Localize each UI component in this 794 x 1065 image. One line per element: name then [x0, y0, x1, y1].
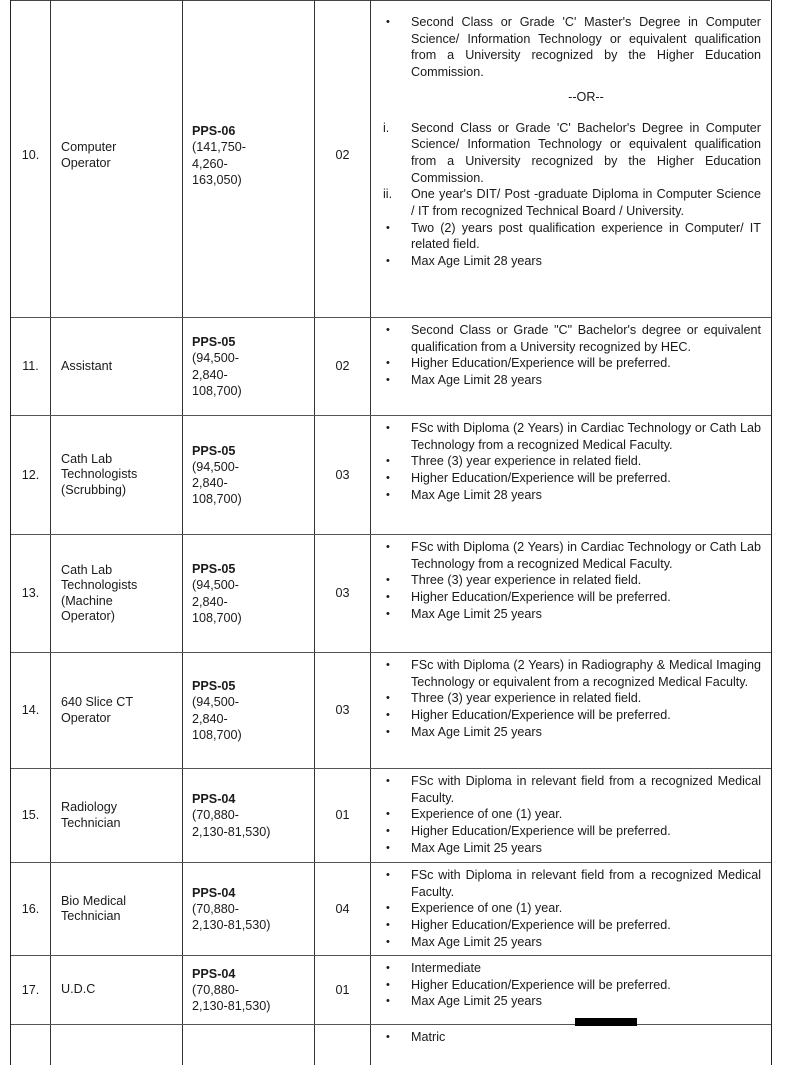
qualification-text: Three (3) year experience in related field. [411, 573, 642, 588]
qualification-item [371, 220, 761, 253]
bullet-icon: • [386, 357, 390, 370]
pay-scale [183, 769, 315, 862]
pay-range-line: (70,880- [192, 982, 239, 997]
bullet-icon: • [386, 591, 390, 604]
qualification-item [371, 453, 761, 470]
post-name [51, 535, 183, 652]
or-separator: --OR-- [568, 89, 604, 104]
qualification-text: Max Age Limit 25 years [411, 994, 542, 1009]
post-name [51, 863, 183, 955]
bullet-icon: • [386, 935, 390, 948]
bullet-icon: • [386, 422, 390, 434]
pay-scale-grade: PPS-04 [192, 885, 236, 900]
pay-range-line: 163,050) [192, 172, 242, 187]
pay-range-line: 108,700) [192, 610, 242, 625]
pay-range-line: 2,840- [192, 711, 228, 726]
qualification-text: Max Age Limit 28 years [411, 373, 542, 388]
table-row [11, 318, 771, 416]
roman-numeral-marker: ii. [383, 187, 393, 202]
post-name-line: Technologists [61, 467, 138, 482]
bullet-icon: • [386, 659, 390, 671]
serial-number: 17. [11, 956, 51, 1024]
serial-number: 13. [11, 535, 51, 652]
qualification-item [371, 840, 761, 857]
post-name-line: Technologists [61, 578, 138, 592]
qualification-text: Intermediate [411, 961, 482, 975]
pay-scale [183, 863, 315, 955]
bullet-icon: • [386, 775, 390, 787]
serial-number: 14. [11, 653, 51, 768]
pay-range-line: 108,700) [192, 492, 242, 507]
bullet-icon: • [386, 902, 390, 915]
qualification-text: Higher Education/Experience will be preferred. [411, 824, 671, 839]
qualification-item [371, 14, 761, 81]
pay-scale-grade: PPS-05 [192, 562, 236, 577]
qualification-item [371, 900, 761, 917]
qualification-list [371, 956, 771, 1024]
bullet-icon: • [386, 16, 390, 28]
bullet-icon: • [386, 825, 390, 838]
qualification-text: Max Age Limit 28 years [411, 487, 542, 502]
seat-count [315, 1025, 371, 1065]
qualification-item [371, 993, 761, 1010]
table-row [11, 0, 771, 318]
qualification-text: Higher Education/Experience will be preferred. [411, 356, 671, 371]
pay-range-line: (141,750- [192, 140, 246, 155]
qualification-text: FSc with Diploma (2 Years) in Cardiac Technology or Cath Lab Technology from a recognized Medical Faculty. [411, 421, 761, 452]
qualification-text: Matric [411, 1030, 446, 1044]
table-row [11, 653, 771, 769]
qualification-item [371, 606, 761, 623]
qualification-text: Experience of one (1) year. [411, 901, 563, 916]
qualification-item [371, 917, 761, 934]
bullet-icon: • [386, 472, 390, 485]
qualification-text: FSc with Diploma (2 Years) in Radiography & Medical Imaging Technology or equivalent from a recognized Medical Faculty. [411, 658, 761, 689]
qualification-item [371, 707, 761, 724]
qualification-item [371, 960, 761, 977]
qualification-list [371, 535, 771, 652]
qualification-item [371, 253, 761, 270]
qualification-text: Experience of one (1) year. [411, 807, 563, 822]
qualification-text: Higher Education/Experience will be preferred. [411, 590, 671, 605]
pay-range-line: 2,130-81,530) [192, 918, 271, 933]
qualification-list [371, 863, 771, 955]
qualification-text: Three (3) year experience in related field. [411, 691, 642, 706]
qualification-text: Max Age Limit 25 years [411, 724, 542, 739]
pay-scale-grade: PPS-05 [192, 335, 236, 350]
qualification-text: Max Age Limit 25 years [411, 606, 542, 621]
posts-table [10, 0, 772, 1065]
pay-scale-grade: PPS-05 [192, 679, 236, 694]
table-row [11, 1025, 771, 1065]
qualification-item [371, 823, 761, 840]
qualification-list [371, 1025, 771, 1065]
bullet-icon: • [386, 488, 390, 501]
bullet-icon: • [386, 607, 390, 620]
pay-range-line: (70,880- [192, 808, 239, 823]
bullet-icon: • [386, 324, 390, 336]
bullet-icon: • [386, 541, 390, 553]
pay-range-line: 4,260- [192, 156, 228, 171]
post-name-line: Cath Lab [61, 451, 113, 466]
qualification-text: Higher Education/Experience will be preferred. [411, 977, 671, 992]
qualification-item [371, 572, 761, 589]
qualification-item [371, 977, 761, 994]
seat-count: 03 [315, 535, 371, 652]
seat-count: 01 [315, 769, 371, 862]
pay-scale [183, 318, 315, 415]
post-name-line: (Scrubbing) [61, 482, 127, 497]
qualification-item [371, 934, 761, 951]
post-name-line: Computer [61, 140, 117, 154]
bullet-icon: • [386, 995, 390, 1008]
qualification-item [371, 355, 761, 372]
pay-range-line: (94,500- [192, 351, 239, 366]
qualification-item [371, 539, 761, 572]
pay-range-line: 108,700) [192, 383, 242, 398]
qualification-text: Two (2) years post qualification experience in Computer/ IT related field. [411, 220, 761, 252]
bullet-icon: • [386, 574, 390, 587]
qualification-item [371, 322, 761, 355]
post-name-line: 640 Slice CT [61, 695, 134, 709]
pay-range-line: (94,500- [192, 459, 239, 474]
bullet-icon: • [386, 692, 390, 705]
bullet-icon: • [386, 374, 390, 387]
pay-scale [183, 535, 315, 652]
pay-scale-grade: PPS-04 [192, 792, 236, 807]
post-name [51, 956, 183, 1024]
qualification-list [371, 769, 771, 862]
qualification-list [371, 318, 771, 415]
serial-number: 15. [11, 769, 51, 862]
qualification-item [371, 120, 761, 187]
qualification-item [371, 1029, 761, 1046]
post-name-line: Assistant [61, 358, 113, 373]
bullet-icon: • [386, 709, 390, 722]
post-name-line: Technician [61, 909, 121, 923]
seat-count: 02 [315, 318, 371, 415]
qualification-text: Max Age Limit 25 years [411, 934, 542, 949]
roman-numeral-marker: i. [383, 120, 390, 135]
qualification-text: Max Age Limit 25 years [411, 840, 542, 855]
pay-range-line: 2,840- [192, 594, 228, 609]
pay-range-line: 108,700) [192, 727, 242, 742]
pay-scale [183, 653, 315, 768]
qualification-text: Higher Education/Experience will be preferred. [411, 708, 671, 723]
pay-range-line: (94,500- [192, 695, 239, 710]
serial-number: 16. [11, 863, 51, 955]
pay-range-line: 2,130-81,530) [192, 999, 271, 1014]
qualification-item [371, 372, 761, 389]
qualification-text: FSc with Diploma in relevant field from a recognized Medical Faculty. [411, 774, 761, 805]
pay-scale-grade: PPS-04 [192, 966, 236, 981]
post-name [51, 0, 183, 317]
serial-number: 12. [11, 416, 51, 534]
post-name [51, 1025, 183, 1065]
qualification-item [371, 420, 761, 453]
bullet-icon: • [386, 869, 390, 881]
qualification-text: Max Age Limit 28 years [411, 254, 542, 269]
seat-count: 02 [315, 0, 371, 317]
bullet-icon: • [386, 255, 390, 268]
serial-number [11, 1025, 51, 1065]
bullet-icon: • [386, 808, 390, 821]
qualification-text: Three (3) year experience in related field. [411, 454, 642, 469]
pay-scale [183, 0, 315, 317]
serial-number: 10. [11, 0, 51, 317]
bullet-icon: • [386, 1031, 390, 1043]
post-name [51, 416, 183, 534]
pay-scale-grade: PPS-05 [192, 443, 236, 458]
qualification-item [371, 806, 761, 823]
seat-count: 01 [315, 956, 371, 1024]
qualification-item [371, 487, 761, 504]
post-name-line: Operator) [61, 609, 115, 623]
post-name-line: Technician [61, 815, 121, 830]
pay-range-line: 2,130-81,530) [192, 824, 271, 839]
qualification-text: Second Class or Grade 'C' Master's Degree in Computer Science/ Information Technology or equivalent qualification from a University recognized by the Higher Education Commission. [411, 15, 761, 80]
bullet-icon: • [386, 978, 390, 991]
seat-count: 03 [315, 653, 371, 768]
seat-count: 03 [315, 416, 371, 534]
qualification-list [371, 653, 771, 768]
post-name [51, 318, 183, 415]
table-row [11, 956, 771, 1025]
qualification-item [371, 690, 761, 707]
qualification-item [371, 724, 761, 741]
qualification-text: Higher Education/Experience will be preferred. [411, 471, 671, 486]
qualification-text: FSc with Diploma in relevant field from a recognized Medical Faculty. [411, 868, 761, 899]
pay-scale-grade: PPS-06 [192, 124, 236, 139]
qualification-text: FSc with Diploma (2 Years) in Cardiac Technology or Cath Lab Technology from a recognized Medical Faculty. [411, 540, 761, 571]
redaction-bar [575, 1018, 637, 1026]
seat-count: 04 [315, 863, 371, 955]
qualification-list [371, 0, 771, 317]
qualification-item [371, 867, 761, 900]
qualification-text: Higher Education/Experience will be preferred. [411, 918, 671, 933]
post-name-line: Cath Lab [61, 562, 113, 577]
post-name [51, 769, 183, 862]
qualification-text: Second Class or Grade 'C' Bachelor's Degree in Computer Science/ Information Technology or equivalent qualification from a University recognized by the Higher Education Commission. [411, 120, 761, 185]
pay-scale [183, 1025, 315, 1065]
post-name-line: Bio Medical [61, 893, 127, 908]
pay-range-line: 2,840- [192, 367, 228, 382]
bullet-icon: • [386, 725, 390, 738]
pay-range-line: 2,840- [192, 476, 228, 490]
post-name-line: Operator [61, 710, 111, 725]
qualification-list [371, 416, 771, 534]
post-name-line: Operator [61, 155, 111, 170]
post-name-line: (Machine [61, 593, 113, 608]
bullet-icon: • [386, 841, 390, 854]
bullet-icon: • [386, 919, 390, 932]
bullet-icon: • [386, 455, 390, 468]
serial-number: 11. [11, 318, 51, 415]
table-row [11, 416, 771, 535]
table-row [11, 863, 771, 956]
qualification-item [371, 470, 761, 487]
qualification-item [371, 773, 761, 806]
qualification-text: One year's DIT/ Post -graduate Diploma in Computer Science / IT from recognized Technical Board / University. [411, 187, 761, 219]
pay-scale [183, 956, 315, 1024]
post-name-line: Radiology [61, 800, 118, 814]
qualification-text: Second Class or Grade "C" Bachelor's degree or equivalent qualification from a University recognized by HEC. [411, 323, 761, 354]
pay-range-line: (94,500- [192, 578, 239, 593]
table-row [11, 769, 771, 863]
pay-range-line: (70,880- [192, 901, 239, 916]
post-name [51, 653, 183, 768]
bullet-icon: • [386, 962, 390, 974]
qualification-item [371, 657, 761, 690]
qualification-item [371, 186, 761, 219]
pay-scale [183, 416, 315, 534]
post-name-line: U.D.C [61, 982, 96, 997]
qualification-item [371, 589, 761, 606]
table-row [11, 535, 771, 653]
bullet-icon: • [386, 221, 390, 234]
